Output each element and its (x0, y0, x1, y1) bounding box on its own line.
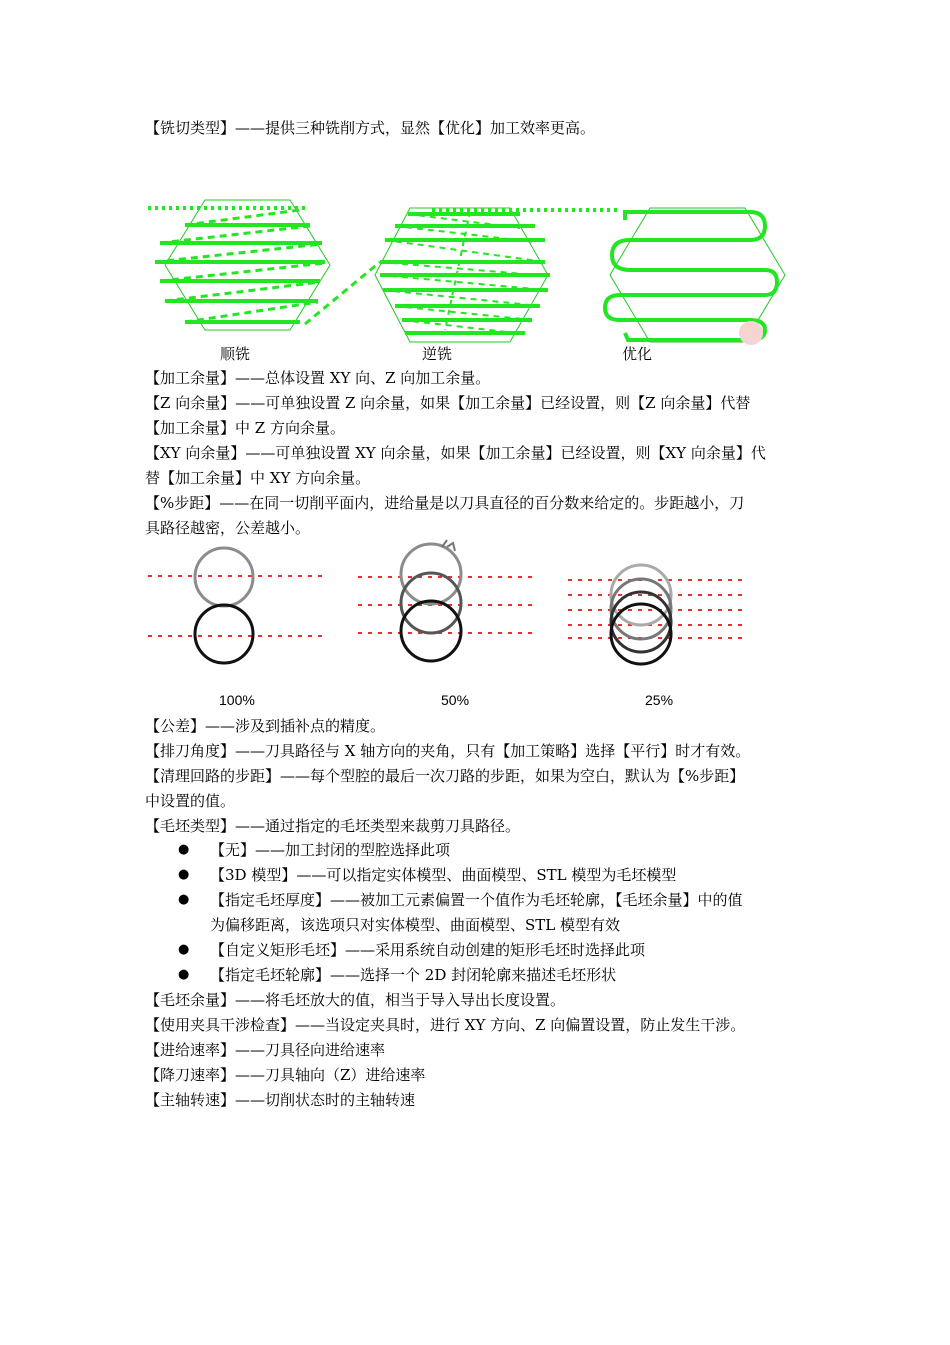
climb-milling-diagram (148, 200, 380, 330)
bullet-dot: ● (178, 892, 190, 907)
label-stepover-100: 100% (219, 692, 255, 708)
bullet-dot: ● (178, 867, 190, 882)
para-xy-allowance-1: 【XY 向余量】——可单独设置 XY 向余量，如果【加工余量】已经设置，则【XY 向余量】代 (145, 444, 766, 462)
para-machining-allowance: 【加工余量】——总体设置 XY 向、Z 向加工余量。 (145, 369, 491, 387)
caption-conventional: 逆铣 (422, 345, 453, 363)
bullet-dot: ● (178, 967, 190, 982)
bullet-thickness-1: 【指定毛坯厚度】——被加工元素偏置一个值作为毛坯轮廓，【毛坯余量】中的值 (210, 891, 743, 909)
caption-optimized: 优化 (622, 345, 653, 363)
label-stepover-25: 25% (645, 692, 674, 708)
para-tolerance: 【公差】——涉及到插补点的精度。 (145, 717, 386, 735)
para-feed-rate: 【进给速率】——刀具径向进给速率 (145, 1041, 386, 1059)
caption-climb: 顺铣 (220, 345, 251, 363)
para-stock-allowance: 【毛坯余量】——将毛坯放大的值，相当于导入导出长度设置。 (145, 991, 566, 1009)
optimized-milling-diagram (605, 208, 785, 342)
para-z-allowance-1: 【Z 向余量】——可单独设置 Z 向余量，如果【加工余量】已经设置，则【Z 向余量】代替 (145, 394, 751, 412)
para-cleanup-1: 【清理回路的步距】——每个型腔的最后一次刀路的步距，如果为空白，默认为【%步距】 (145, 767, 745, 785)
para-spindle-speed: 【主轴转速】——切削状态时的主轴转速 (145, 1091, 416, 1109)
para-xy-allowance-2: 替【加工余量】中 XY 方向余量。 (145, 469, 371, 487)
para-plunge-rate: 【降刀速率】——刀具轴向（Z）进给速率 (145, 1066, 426, 1084)
para-z-allowance-2: 【加工余量】中 Z 方向余量。 (145, 419, 345, 437)
para-stepover-2: 具路径越密，公差越小。 (145, 519, 311, 537)
bullet-dot: ● (178, 942, 190, 957)
para-fixture-check: 【使用夹具干涉检查】——当设定夹具时，进行 XY 方向、Z 向偏置设置，防止发生干涉。 (145, 1016, 746, 1034)
bullet-3d-model: 【3D 模型】——可以指定实体模型、曲面模型、STL 模型为毛坯模型 (210, 866, 677, 884)
para-stock-type: 【毛坯类型】——通过指定的毛坯类型来裁剪刀具路径。 (145, 817, 521, 835)
bullet-none: 【无】——加工封闭的型腔选择此项 (210, 841, 451, 859)
para-angle: 【排刀角度】——刀具路径与 X 轴方向的夹角，只有【加工策略】选择【平行】时才有效。 (145, 742, 751, 760)
bullet-dot: ● (178, 842, 190, 857)
intro-text: 【铣切类型】——提供三种铣削方式，显然【优化】加工效率更高。 (145, 119, 596, 137)
bullet-thickness-2: 为偏移距离，该选项只对实体模型、曲面模型、STL 模型有效 (210, 916, 621, 934)
para-stepover-1: 【%步距】——在同一切削平面内，进给量是以刀具直径的百分数来给定的。步距越小，刀 (145, 494, 745, 512)
bullet-custom-rect: 【自定义矩形毛坯】——采用系统自动创建的矩形毛坯时选择此项 (210, 941, 646, 959)
para-cleanup-2: 中设置的值。 (145, 792, 236, 810)
conventional-milling-diagram (375, 208, 620, 342)
label-stepover-50: 50% (441, 692, 470, 708)
bullet-contour: 【指定毛坯轮廓】——选择一个 2D 封闭轮廓来描述毛坯形状 (210, 966, 617, 984)
